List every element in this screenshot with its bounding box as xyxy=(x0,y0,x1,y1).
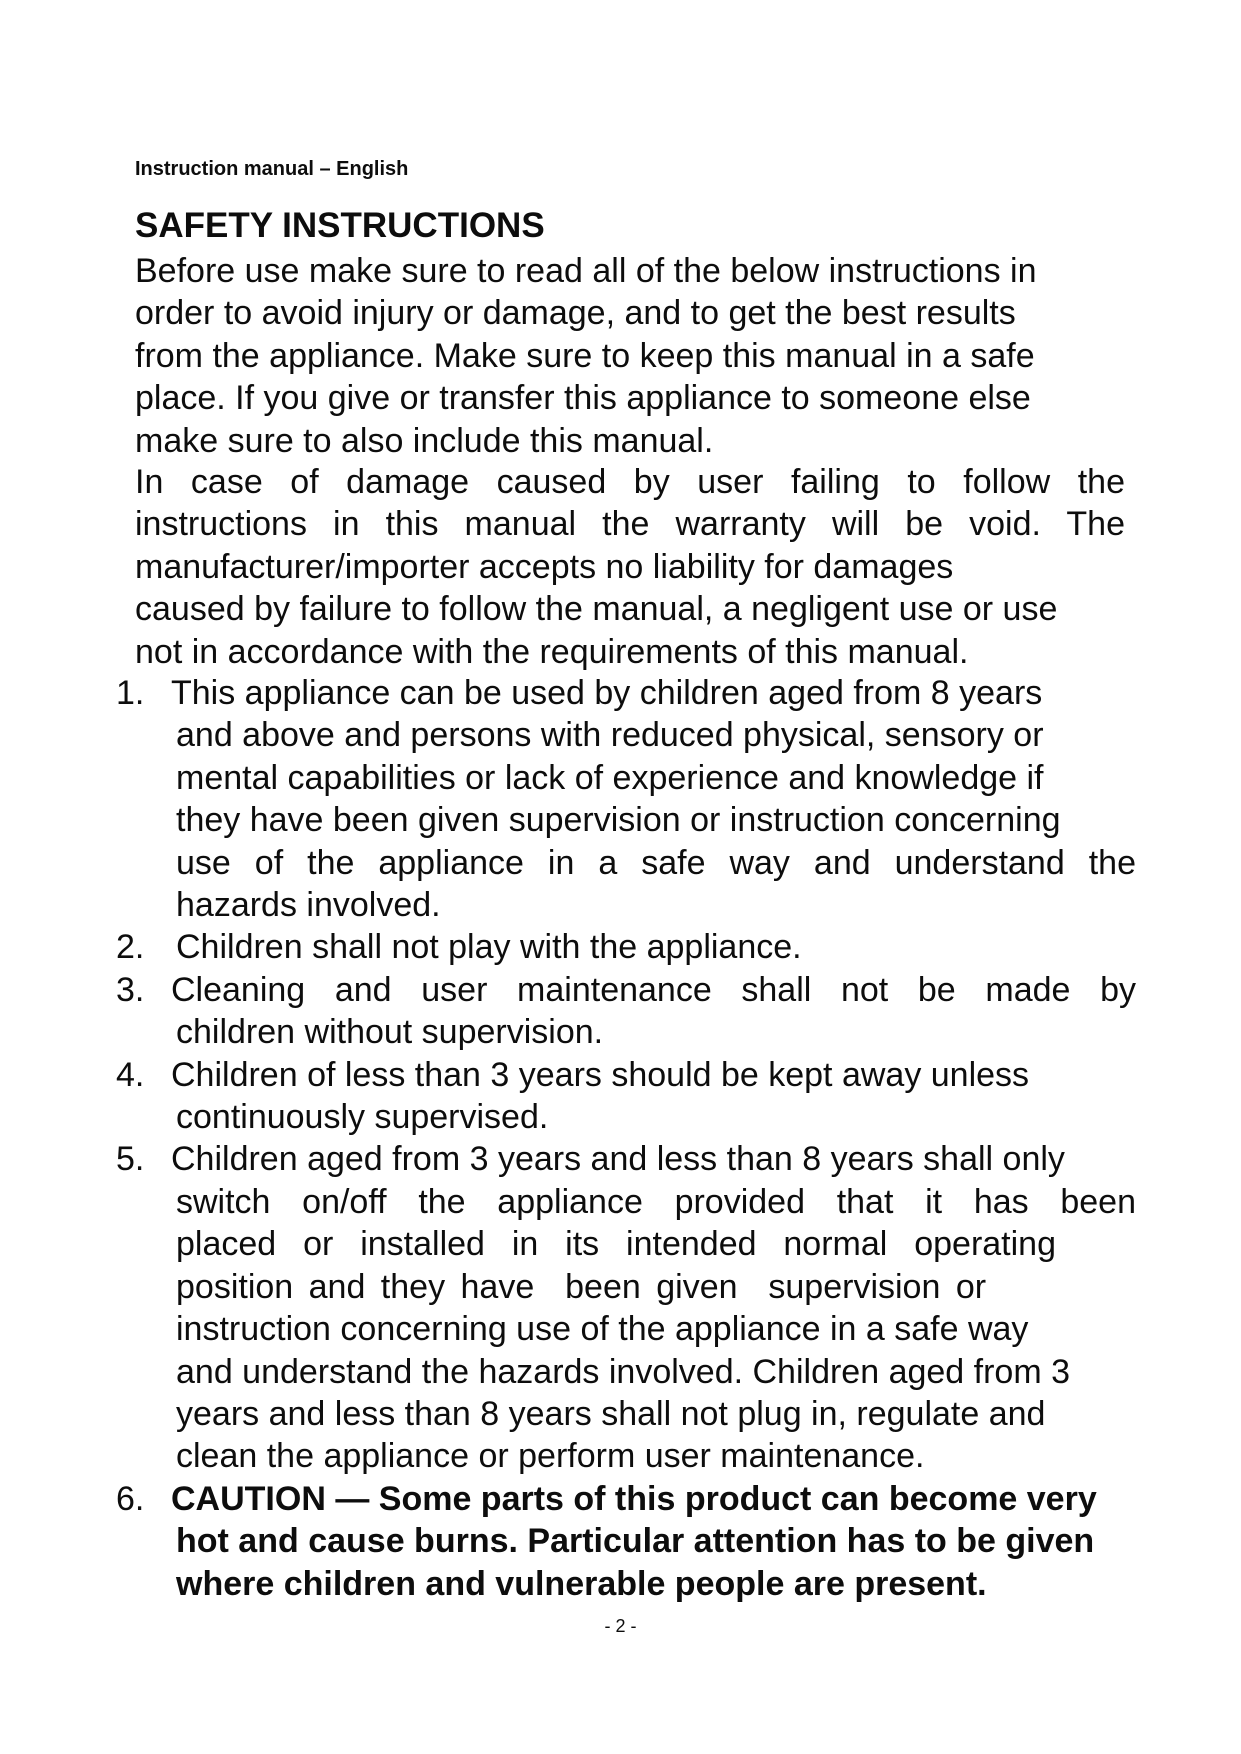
warranty-line: caused by failure to follow the manual, a negligent use or use xyxy=(135,590,1058,629)
list-item-line: continuously supervised. xyxy=(176,1098,549,1137)
list-item-number: 5. xyxy=(116,1140,145,1179)
list-item-number: 6. xyxy=(116,1479,145,1518)
list-item-number: 2. xyxy=(116,928,145,967)
intro-paragraph xyxy=(135,250,1125,462)
warranty-paragraph xyxy=(135,461,1125,673)
list-item-line: they have been given supervision or instruction concerning xyxy=(176,801,1061,840)
warranty-line: In case of damage caused by user failing to follow the xyxy=(135,463,1125,501)
intro-line: make sure to also include this manual. xyxy=(135,421,714,460)
list-item xyxy=(116,926,1136,968)
list-item-line: and understand the hazards involved. Children aged from 3 xyxy=(176,1352,1071,1391)
document-header: Instruction manual – English xyxy=(135,158,409,180)
list-item xyxy=(116,1054,1136,1139)
list-item xyxy=(116,1138,1136,1477)
section-title: SAFETY INSTRUCTIONS xyxy=(135,206,545,245)
list-item-number: 4. xyxy=(116,1055,145,1094)
list-item-line: children without supervision. xyxy=(176,1013,604,1052)
list-item-line: use of the appliance in a safe way and understand the xyxy=(176,843,1136,882)
list-item-line: hot and cause burns. Particular attention has to be given xyxy=(176,1522,1095,1561)
list-item-line: instruction concerning use of the appliance in a safe way xyxy=(176,1310,1029,1349)
list-item-line: and above and persons with reduced physical, sensory or xyxy=(176,716,1044,755)
warranty-line: not in accordance with the requirements of this manual. xyxy=(135,632,969,671)
warranty-line: instructions in this manual the warranty will be void. The xyxy=(135,505,1125,544)
list-item-caution xyxy=(116,1478,1136,1605)
page-number: - 2 - xyxy=(604,1616,637,1636)
list-item-number: 3. xyxy=(116,970,145,1009)
list-item-line: This appliance can be used by children aged from 8 years xyxy=(171,674,1043,712)
list-item-line: position and they have been given supervision or xyxy=(176,1267,987,1306)
list-item-line: switch on/off the appliance provided that it has been xyxy=(176,1182,1136,1221)
list-item-line: mental capabilities or lack of experience and knowledge if xyxy=(176,758,1044,797)
intro-line: order to avoid injury or damage, and to get the best results xyxy=(135,294,1016,333)
intro-line: Before use make sure to read all of the below instructions in xyxy=(135,252,1037,290)
list-item-line: placed or installed in its intended normal operating xyxy=(176,1225,1056,1264)
safety-list xyxy=(116,672,1136,1605)
list-item xyxy=(116,969,1136,1054)
list-item-line: CAUTION — Some parts of this product can become very xyxy=(171,1479,1097,1518)
list-item-line: clean the appliance or perform user maintenance. xyxy=(176,1437,925,1476)
list-item-line: where children and vulnerable people are present. xyxy=(176,1564,987,1603)
list-item-line: years and less than 8 years shall not plug in, regulate and xyxy=(176,1394,1046,1433)
list-item-line: Children of less than 3 years should be kept away unless xyxy=(171,1055,1030,1094)
intro-line: place. If you give or transfer this appliance to someone else xyxy=(135,379,1031,418)
list-item-line: hazards involved. xyxy=(176,886,441,925)
intro-line: from the appliance. Make sure to keep this manual in a safe xyxy=(135,336,1035,375)
list-item xyxy=(116,672,1136,926)
list-item-number: 1. xyxy=(116,674,145,712)
warranty-line: manufacturer/importer accepts no liability for damages xyxy=(135,547,954,586)
list-item-line: Children aged from 3 years and less than 8 years shall only xyxy=(171,1140,1065,1179)
list-item-line: Children shall not play with the appliance. xyxy=(176,928,802,967)
list-item-line: Cleaning and user maintenance shall not be made by xyxy=(171,970,1136,1009)
